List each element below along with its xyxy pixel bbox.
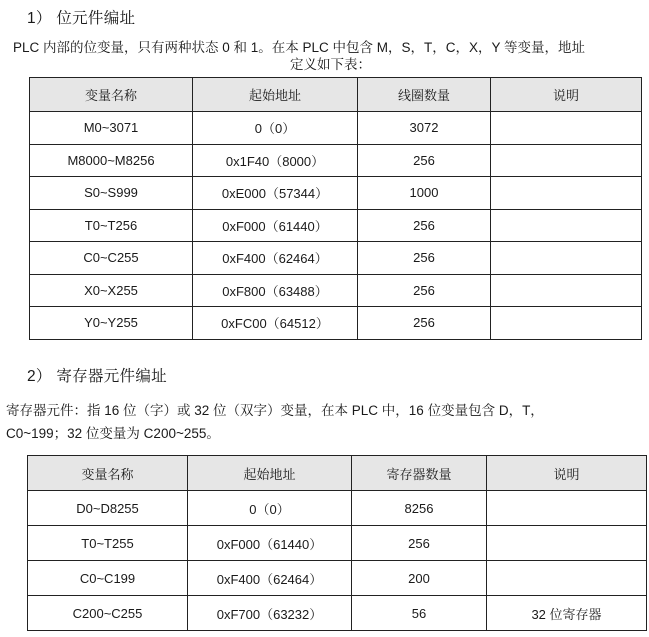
cell-variable-name: M0~3071 bbox=[30, 112, 193, 145]
cell-start-address: 0xF800（63488） bbox=[193, 274, 358, 307]
cell-description bbox=[487, 491, 647, 526]
table-header-row bbox=[30, 78, 642, 112]
cell-description bbox=[487, 561, 647, 596]
table-row bbox=[30, 274, 642, 307]
cell-description bbox=[491, 307, 642, 340]
cell-variable-name: C0~C255 bbox=[30, 242, 193, 275]
header-variable-name: 变量名称 bbox=[30, 78, 193, 112]
cell-count: 256 bbox=[358, 307, 491, 340]
bit-element-table bbox=[29, 77, 642, 340]
cell-variable-name: X0~X255 bbox=[30, 274, 193, 307]
cell-count: 256 bbox=[358, 242, 491, 275]
cell-count: 1000 bbox=[358, 177, 491, 210]
table-row bbox=[28, 491, 647, 526]
header-start-address: 起始地址 bbox=[193, 78, 358, 112]
table-row bbox=[30, 242, 642, 275]
cell-variable-name: M8000~M8256 bbox=[30, 144, 193, 177]
header-description: 说明 bbox=[491, 78, 642, 112]
section1-heading: 1） 位元件编址 bbox=[27, 10, 136, 27]
cell-count: 256 bbox=[358, 209, 491, 242]
cell-description bbox=[491, 177, 642, 210]
header-register-count: 寄存器数量 bbox=[352, 456, 487, 491]
cell-start-address: 0（0） bbox=[188, 491, 352, 526]
cell-count: 256 bbox=[352, 526, 487, 561]
cell-variable-name: Y0~Y255 bbox=[30, 307, 193, 340]
register-element-table bbox=[27, 455, 647, 631]
section1-paragraph-line2: 定义如下表： bbox=[290, 57, 371, 72]
cell-description bbox=[491, 144, 642, 177]
cell-count: 8256 bbox=[352, 491, 487, 526]
cell-count: 3072 bbox=[358, 112, 491, 145]
cell-description bbox=[491, 209, 642, 242]
cell-variable-name: T0~T255 bbox=[28, 526, 188, 561]
section2-heading: 2） 寄存器元件编址 bbox=[27, 368, 167, 385]
table-row bbox=[30, 307, 642, 340]
section2-paragraph-line2: C0~199；32 位变量为 C200~255。 bbox=[6, 426, 220, 441]
cell-start-address: 0xF000（61440） bbox=[188, 526, 352, 561]
table-row bbox=[28, 596, 647, 631]
cell-start-address: 0xF700（63232） bbox=[188, 596, 352, 631]
cell-description bbox=[491, 112, 642, 145]
header-description: 说明 bbox=[487, 456, 647, 491]
header-variable-name: 变量名称 bbox=[28, 456, 188, 491]
section2-paragraph-line1: 寄存器元件：指 16 位（字）或 32 位（双字）变量，在本 PLC 中，16 位变量包含 D，T， bbox=[6, 403, 544, 418]
cell-count: 256 bbox=[358, 144, 491, 177]
header-coil-count: 线圈数量 bbox=[358, 78, 491, 112]
cell-description bbox=[491, 274, 642, 307]
table-row bbox=[28, 526, 647, 561]
cell-start-address: 0xF000（61440） bbox=[193, 209, 358, 242]
cell-start-address: 0xF400（62464） bbox=[188, 561, 352, 596]
cell-variable-name: S0~S999 bbox=[30, 177, 193, 210]
header-start-address: 起始地址 bbox=[188, 456, 352, 491]
cell-start-address: 0x1F40（8000） bbox=[193, 144, 358, 177]
table-row bbox=[30, 209, 642, 242]
cell-start-address: 0（0） bbox=[193, 112, 358, 145]
cell-description: 32 位寄存器 bbox=[487, 596, 647, 631]
cell-start-address: 0xFC00（64512） bbox=[193, 307, 358, 340]
cell-count: 256 bbox=[358, 274, 491, 307]
cell-start-address: 0xE000（57344） bbox=[193, 177, 358, 210]
cell-variable-name: T0~T256 bbox=[30, 209, 193, 242]
table-row bbox=[30, 144, 642, 177]
cell-description bbox=[487, 526, 647, 561]
table-row bbox=[30, 177, 642, 210]
table-row bbox=[28, 561, 647, 596]
table-header-row bbox=[28, 456, 647, 491]
section1-paragraph-line1: PLC 内部的位变量，只有两种状态 0 和 1。在本 PLC 中包含 M，S，T，C，X，Y 等变量，地址 bbox=[13, 40, 586, 55]
table-row bbox=[30, 112, 642, 145]
cell-variable-name: C200~C255 bbox=[28, 596, 188, 631]
cell-variable-name: D0~D8255 bbox=[28, 491, 188, 526]
cell-count: 200 bbox=[352, 561, 487, 596]
cell-count: 56 bbox=[352, 596, 487, 631]
cell-variable-name: C0~C199 bbox=[28, 561, 188, 596]
cell-description bbox=[491, 242, 642, 275]
cell-start-address: 0xF400（62464） bbox=[193, 242, 358, 275]
